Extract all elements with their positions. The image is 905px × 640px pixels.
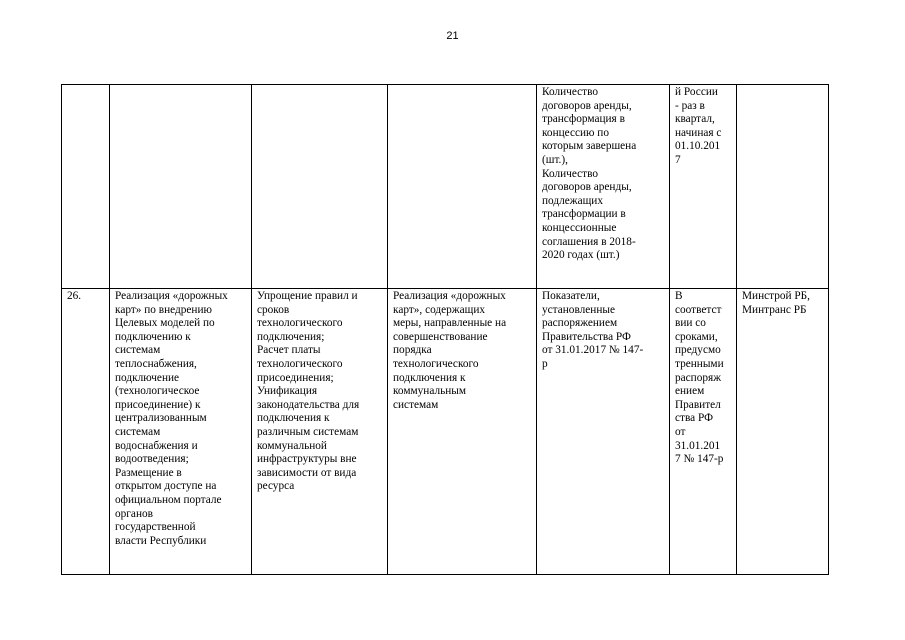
- cell-number: [62, 85, 110, 289]
- cell-measure: Реализация «дорожных карт» по внедрению Целевых моделей по подключению к системам теплоснабжения, подключение (технологическое присоединение) к централизованным системам водоснабжения и водоотведения; Размещение в открытом доступе на официальном портале органов государственной власти Республики: [110, 289, 252, 575]
- cell-responsible: Минстрой РБ, Минтранс РБ: [737, 289, 829, 575]
- cell-indicators: Количество договоров аренды, трансформация в концессию по которым завершена (шт.), Количество договоров аренды, подлежащих трансформации в концессионные соглашения в 2018- 2020 годах (шт.): [537, 85, 670, 289]
- cell-indicators: Показатели, установленные распоряжением Правительства РФ от 31.01.2017 № 147- р: [537, 289, 670, 575]
- page-number: 21: [446, 30, 459, 42]
- cell-implementation: [388, 85, 537, 289]
- cell-deadline: й России - раз в квартал, начиная с 01.10.201 7: [670, 85, 737, 289]
- measures-table: [61, 84, 829, 575]
- table-row-26: [62, 289, 829, 575]
- cell-deadline: В соответст вии со сроками, предусмо тренными распоряж ением Правител ства РФ от 31.01.201 7 № 147-р: [670, 289, 737, 575]
- cell-content: Упрощение правил и сроков технологического подключения; Расчет платы технологического присоединения; Унификация законодательства для подключения к различным системам коммунальной инфраструктуры вне зависимости от вида ресурса: [252, 289, 388, 575]
- cell-implementation: Реализация «дорожных карт», содержащих меры, направленные на совершенствование порядка технологического подключения к коммунальным системам: [388, 289, 537, 575]
- cell-responsible: [737, 85, 829, 289]
- cell-measure: [110, 85, 252, 289]
- cell-content: [252, 85, 388, 289]
- cell-number: 26.: [62, 289, 110, 575]
- table-row-continuation: [62, 85, 829, 289]
